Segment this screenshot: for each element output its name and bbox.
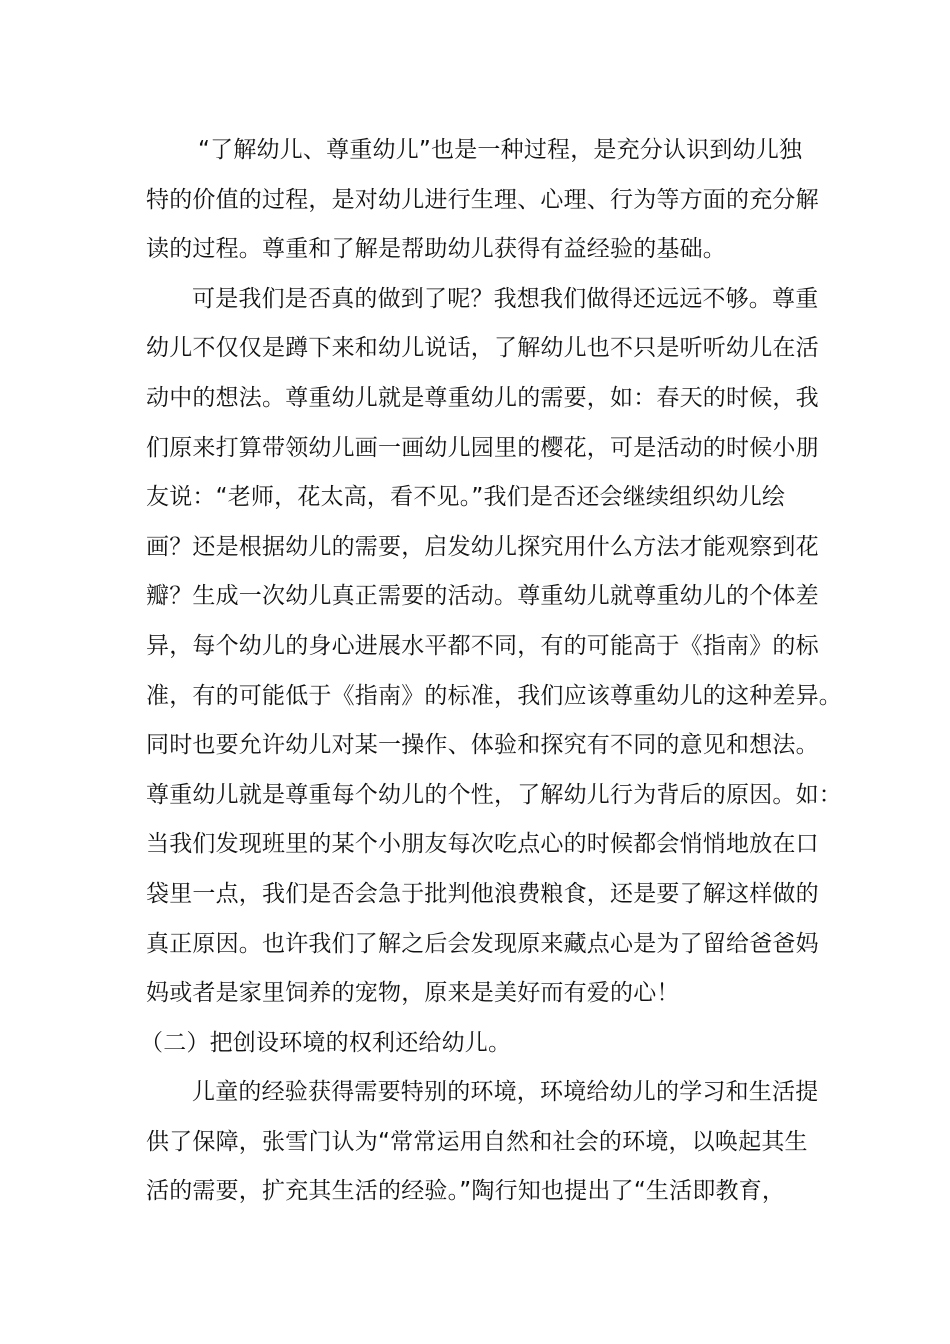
text-line: 友说：“老师，花太高，看不见。”我们是否还会继续组织幼儿绘: [146, 484, 786, 511]
text-line: 当我们发现班里的某个小朋友每次吃点心的时候都会悄悄地放在口: [146, 831, 819, 858]
text-line: 供了保障，张雪门认为“常常运用自然和社会的环境，以唤起其生: [146, 1128, 808, 1155]
document-body: [140, 126, 842, 1217]
text-line: 活的需要，扩充其生活的经验。”陶行知也提出了“生活即教育，: [146, 1178, 786, 1205]
text-line: 瓣？生成一次幼儿真正需要的活动。尊重幼儿就尊重幼儿的个体差: [146, 583, 819, 610]
text-line: 儿童的经验获得需要特别的环境，环境给幼儿的学习和生活提: [192, 1079, 819, 1106]
text-line: 特的价值的过程，是对幼儿进行生理、心理、行为等方面的充分解: [146, 186, 819, 213]
text-line: 可是我们是否真的做到了呢？我想我们做得还远远不够。尊重: [192, 285, 819, 312]
section-heading: [140, 1019, 806, 1069]
heading-line: （二）把创设环境的权利还给幼儿。: [140, 1029, 512, 1056]
text-line: 尊重幼儿就是尊重每个幼儿的个性，了解幼儿行为背后的原因。如：: [146, 781, 842, 808]
text-line: 妈或者是家里饲养的宠物，原来是美好而有爱的心！: [146, 980, 680, 1007]
text-line: 准，有的可能低于《指南》的标准，我们应该尊重幼儿的这种差异。: [146, 682, 842, 709]
text-line: 画？还是根据幼儿的需要，启发幼儿探究用什么方法才能观察到花: [146, 533, 819, 560]
text-line: “了解幼儿、尊重幼儿”也是一种过程，是充分认识到幼儿独: [198, 137, 803, 163]
text-line: 们原来打算带领幼儿画一画幼儿园里的樱花，可是活动的时候小朋: [146, 434, 819, 461]
paragraph-examples: [146, 275, 842, 1019]
text-line: 动中的想法。尊重幼儿就是尊重幼儿的需要，如：春天的时候，我: [146, 384, 819, 411]
paragraph-respect-understanding: [146, 126, 819, 275]
text-line: 读的过程。尊重和了解是帮助幼儿获得有益经验的基础。: [146, 236, 726, 263]
text-line: 袋里一点，我们是否会急于批判他浪费粮食，还是要了解这样做的: [146, 880, 819, 907]
text-line: 同时也要允许幼儿对某一操作、体验和探究有不同的意见和想法。: [146, 732, 819, 759]
text-line: 异，每个幼儿的身心进展水平都不同，有的可能高于《指南》的标: [146, 632, 819, 659]
text-line: 真正原因。也许我们了解之后会发现原来藏点心是为了留给爸爸妈: [146, 930, 819, 957]
paragraph-environment: [146, 1068, 819, 1217]
text-line: 幼儿不仅仅是蹲下来和幼儿说话，了解幼儿也不只是听听幼儿在活: [146, 335, 819, 362]
